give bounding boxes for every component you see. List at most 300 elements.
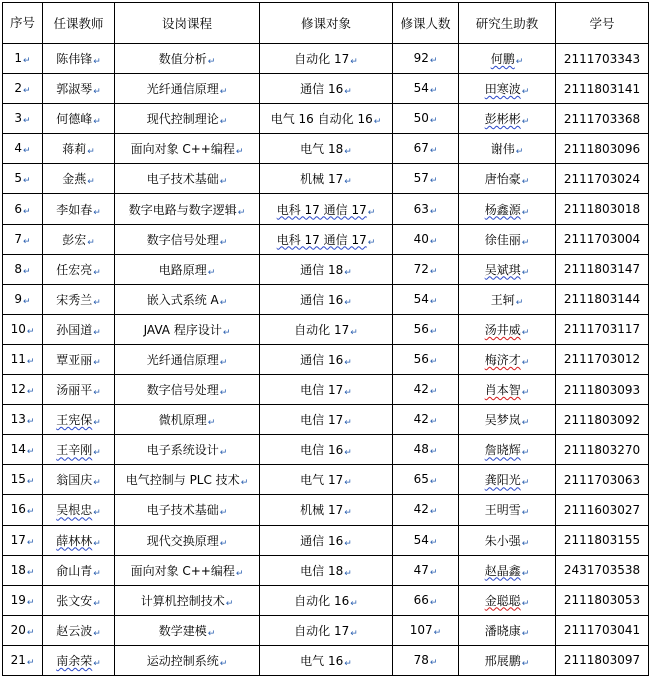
cell-students (260, 194, 393, 224)
cell-teacher (43, 555, 115, 585)
cell-student-id-text: 2111703063 (563, 472, 641, 487)
cell-assistant-text: 朱小强 (484, 533, 521, 548)
cell-course (115, 254, 260, 284)
cell-student-id-text: 2111803097 (563, 653, 641, 668)
cell-assistant-text: 杨鑫源 (484, 202, 521, 217)
header-enrollment: 修课人数 (393, 3, 459, 44)
cell-course (115, 194, 260, 224)
paragraph-mark-icon (350, 599, 358, 609)
cell-teacher (43, 585, 115, 615)
cell-teacher-text: 赵云波 (56, 623, 93, 638)
cell-enrollment (393, 405, 459, 435)
cell-course (115, 314, 260, 344)
cell-student-id (556, 134, 649, 164)
paragraph-mark-icon (220, 508, 228, 518)
paragraph-mark-icon (93, 298, 101, 308)
paragraph-mark-icon (522, 268, 530, 278)
cell-student-id-text: 2111703368 (563, 111, 641, 126)
cell-seq-text: 1 (14, 51, 23, 66)
cell-teacher (43, 405, 115, 435)
cell-seq-text: 7 (14, 231, 23, 246)
cell-enrollment (393, 44, 459, 74)
cell-seq-text: 20 (10, 622, 26, 637)
paragraph-mark-icon (27, 598, 35, 608)
paragraph-mark-icon (23, 176, 31, 186)
cell-students-text: 电信 18 (300, 563, 344, 578)
cell-enrollment (393, 194, 459, 224)
cell-teacher-text: 王辛刚 (56, 443, 93, 458)
ta-assignment-table (2, 2, 649, 676)
cell-seq-text: 8 (14, 261, 23, 276)
cell-student-id (556, 405, 649, 435)
cell-student-id-text: 2111803018 (563, 202, 641, 217)
cell-teacher (43, 104, 115, 134)
paragraph-mark-icon (344, 358, 352, 368)
paragraph-mark-icon (368, 238, 376, 248)
cell-enrollment (393, 224, 459, 254)
table-row (3, 74, 649, 104)
cell-course-text: 数值分析 (158, 52, 207, 67)
cell-students (260, 224, 393, 254)
cell-students (260, 44, 393, 74)
cell-teacher-text: 王宪保 (56, 413, 93, 428)
cell-seq (3, 525, 43, 555)
cell-students-text: 电气 17 (300, 473, 344, 488)
paragraph-mark-icon (208, 629, 216, 639)
cell-course-text: 电路原理 (158, 262, 207, 277)
cell-course (115, 74, 260, 104)
paragraph-mark-icon (27, 568, 35, 578)
cell-seq (3, 375, 43, 405)
cell-course-text: JAVA 程序设计 (143, 322, 222, 337)
paragraph-mark-icon (93, 508, 101, 518)
cell-seq (3, 284, 43, 314)
cell-assistant-text: 龚阳光 (484, 473, 521, 488)
cell-student-id (556, 224, 649, 254)
paragraph-mark-icon (87, 147, 95, 157)
paragraph-mark-icon (522, 539, 530, 549)
table-row (3, 525, 649, 555)
cell-teacher-text: 何德峰 (56, 112, 93, 127)
paragraph-mark-icon (93, 418, 101, 428)
cell-seq-text: 5 (14, 171, 23, 186)
paragraph-mark-icon (516, 147, 524, 157)
paragraph-mark-icon (344, 268, 352, 278)
cell-course (115, 344, 260, 374)
paragraph-mark-icon (344, 448, 352, 458)
cell-students-text: 电科 17 通信 17 (276, 232, 367, 247)
paragraph-mark-icon (374, 117, 382, 127)
paragraph-mark-icon (344, 147, 352, 157)
paragraph-mark-icon (344, 177, 352, 187)
cell-course (115, 525, 260, 555)
cell-student-id-text: 2111803092 (563, 412, 641, 427)
cell-seq (3, 465, 43, 495)
cell-students (260, 375, 393, 405)
cell-course (115, 284, 260, 314)
cell-enrollment (393, 254, 459, 284)
paragraph-mark-icon (522, 117, 530, 127)
cell-students-text: 自动化 17 (294, 52, 350, 67)
paragraph-mark-icon (87, 177, 95, 187)
cell-seq-text: 14 (10, 442, 26, 457)
paragraph-mark-icon (27, 628, 35, 638)
cell-teacher (43, 314, 115, 344)
cell-course (115, 44, 260, 74)
cell-assistant-text: 彭彬彬 (484, 112, 521, 127)
paragraph-mark-icon (93, 659, 101, 669)
paragraph-mark-icon (226, 599, 234, 609)
cell-teacher (43, 435, 115, 465)
cell-seq-text: 4 (14, 141, 23, 156)
cell-teacher-text: 金燕 (62, 172, 87, 187)
cell-student-id-text: 2111803053 (563, 593, 641, 608)
paragraph-mark-icon (430, 116, 438, 126)
cell-students (260, 495, 393, 525)
paragraph-mark-icon (430, 417, 438, 427)
cell-seq (3, 495, 43, 525)
cell-enrollment-text: 65 (413, 472, 429, 487)
cell-enrollment-text: 66 (413, 592, 429, 607)
paragraph-mark-icon (430, 146, 438, 156)
cell-students-text: 机械 17 (300, 172, 344, 187)
paragraph-mark-icon (220, 87, 228, 97)
cell-enrollment-text: 54 (413, 532, 429, 547)
paragraph-mark-icon (430, 507, 438, 517)
cell-seq (3, 314, 43, 344)
cell-assistant-text: 吴梦岚 (484, 413, 521, 428)
cell-course (115, 645, 260, 675)
cell-seq-text: 17 (10, 532, 26, 547)
paragraph-mark-icon (430, 207, 438, 217)
paragraph-mark-icon (93, 539, 101, 549)
cell-course-text: 计算机控制技术 (140, 593, 225, 608)
cell-teacher-text: 郭淑琴 (56, 82, 93, 97)
cell-teacher (43, 465, 115, 495)
cell-students-text: 电气 18 (300, 142, 344, 157)
cell-teacher (43, 44, 115, 74)
cell-student-id (556, 585, 649, 615)
cell-seq-text: 15 (10, 472, 26, 487)
paragraph-mark-icon (522, 87, 530, 97)
cell-enrollment-text: 72 (413, 261, 429, 276)
cell-course (115, 375, 260, 405)
cell-course-text: 光纤通信原理 (146, 352, 219, 367)
cell-students (260, 284, 393, 314)
paragraph-mark-icon (522, 599, 530, 609)
cell-student-id-text: 2111803270 (563, 442, 641, 457)
cell-student-id (556, 314, 649, 344)
paragraph-mark-icon (236, 147, 244, 157)
cell-teacher (43, 224, 115, 254)
cell-assistant (459, 344, 556, 374)
paragraph-mark-icon (93, 448, 101, 458)
paragraph-mark-icon (430, 477, 438, 487)
paragraph-mark-icon (220, 238, 228, 248)
cell-enrollment (393, 74, 459, 104)
cell-enrollment-text: 107 (409, 622, 433, 637)
cell-assistant-text: 梅济才 (484, 352, 521, 367)
cell-assistant-text: 邢展鹏 (484, 653, 521, 668)
cell-enrollment (393, 314, 459, 344)
cell-student-id (556, 435, 649, 465)
paragraph-mark-icon (93, 599, 101, 609)
cell-seq (3, 435, 43, 465)
header-seq: 序号 (3, 3, 43, 44)
header-teacher: 任课教师 (43, 3, 115, 44)
paragraph-mark-icon (23, 267, 31, 277)
cell-enrollment (393, 585, 459, 615)
cell-seq (3, 344, 43, 374)
cell-enrollment (393, 284, 459, 314)
cell-teacher-text: 汤丽平 (56, 383, 93, 398)
cell-assistant (459, 254, 556, 284)
paragraph-mark-icon (220, 448, 228, 458)
cell-seq (3, 134, 43, 164)
cell-enrollment-text: 40 (413, 231, 429, 246)
cell-students (260, 405, 393, 435)
paragraph-mark-icon (430, 267, 438, 277)
cell-enrollment (393, 645, 459, 675)
paragraph-mark-icon (23, 56, 31, 66)
cell-students-text: 通信 16 (300, 82, 344, 97)
cell-teacher-text: 吴根忠 (56, 503, 93, 518)
cell-teacher-text: 李如春 (56, 202, 93, 217)
paragraph-mark-icon (430, 387, 438, 397)
table-row (3, 194, 649, 224)
cell-assistant-text: 何鹏 (490, 52, 515, 67)
cell-course-text: 数学建模 (158, 623, 207, 638)
paragraph-mark-icon (23, 237, 31, 247)
cell-student-id (556, 164, 649, 194)
cell-student-id-text: 2111803155 (563, 533, 641, 548)
paragraph-mark-icon (23, 297, 31, 307)
cell-students (260, 164, 393, 194)
paragraph-mark-icon (93, 358, 101, 368)
cell-students-text: 自动化 16 (294, 593, 350, 608)
cell-assistant (459, 465, 556, 495)
cell-student-id-text: 2431703538 (563, 563, 641, 578)
table-row (3, 405, 649, 435)
paragraph-mark-icon (27, 387, 35, 397)
cell-seq-text: 19 (10, 592, 26, 607)
cell-students (260, 134, 393, 164)
cell-course (115, 164, 260, 194)
cell-teacher (43, 495, 115, 525)
cell-seq-text: 21 (10, 652, 26, 667)
cell-teacher (43, 134, 115, 164)
paragraph-mark-icon (522, 208, 530, 218)
cell-assistant-text: 詹晓辉 (484, 443, 521, 458)
cell-teacher-text: 翁国庆 (56, 473, 93, 488)
cell-assistant (459, 194, 556, 224)
cell-assistant-text: 王明雪 (484, 503, 521, 518)
table-row (3, 224, 649, 254)
paragraph-mark-icon (23, 146, 31, 156)
cell-teacher (43, 344, 115, 374)
table-row (3, 254, 649, 284)
cell-course (115, 495, 260, 525)
table-row (3, 44, 649, 74)
cell-teacher-text: 俞山青 (56, 563, 93, 578)
cell-enrollment (393, 134, 459, 164)
table-body (3, 44, 649, 676)
cell-teacher-text: 南余荣 (56, 653, 93, 668)
cell-assistant (459, 44, 556, 74)
cell-seq-text: 11 (10, 351, 26, 366)
cell-enrollment (393, 615, 459, 645)
cell-course-text: 数字信号处理 (146, 383, 219, 398)
paragraph-mark-icon (522, 418, 530, 428)
paragraph-mark-icon (27, 477, 35, 487)
cell-student-id (556, 344, 649, 374)
cell-enrollment (393, 344, 459, 374)
cell-student-id (556, 104, 649, 134)
cell-course-text: 面向对象 C++编程 (130, 142, 235, 157)
paragraph-mark-icon (430, 297, 438, 307)
cell-teacher-text: 宋秀兰 (56, 292, 93, 307)
cell-student-id (556, 44, 649, 74)
cell-enrollment-text: 57 (413, 171, 429, 186)
cell-assistant (459, 525, 556, 555)
paragraph-mark-icon (93, 87, 101, 97)
paragraph-mark-icon (344, 388, 352, 398)
paragraph-mark-icon (27, 538, 35, 548)
cell-course-text: 现代交换原理 (146, 533, 219, 548)
cell-teacher (43, 254, 115, 284)
cell-students-text: 通信 16 (300, 352, 344, 367)
paragraph-mark-icon (516, 57, 524, 67)
cell-enrollment-text: 54 (413, 291, 429, 306)
cell-enrollment (393, 435, 459, 465)
cell-students-text: 电气 16 自动化 16 (270, 112, 373, 127)
cell-course-text: 数字信号处理 (146, 232, 219, 247)
cell-enrollment (393, 555, 459, 585)
cell-course-text: 微机原理 (158, 413, 207, 428)
cell-seq (3, 254, 43, 284)
paragraph-mark-icon (350, 57, 358, 67)
cell-assistant (459, 615, 556, 645)
paragraph-mark-icon (220, 539, 228, 549)
cell-course-text: 数字电路与数字逻辑 (128, 202, 237, 217)
cell-students-text: 通信 18 (300, 262, 344, 277)
cell-seq-text: 9 (14, 291, 23, 306)
cell-teacher-text: 张文安 (56, 593, 93, 608)
cell-student-id-text: 2111703041 (563, 623, 641, 638)
cell-assistant-text: 谢伟 (490, 142, 515, 157)
table-row (3, 375, 649, 405)
table-row (3, 465, 649, 495)
paragraph-mark-icon (430, 447, 438, 457)
cell-seq-text: 13 (10, 412, 26, 427)
table-row (3, 615, 649, 645)
cell-enrollment (393, 525, 459, 555)
paragraph-mark-icon (430, 357, 438, 367)
paragraph-mark-icon (220, 388, 228, 398)
cell-assistant (459, 314, 556, 344)
paragraph-mark-icon (516, 298, 524, 308)
paragraph-mark-icon (522, 328, 530, 338)
cell-students-text: 电科 17 通信 17 (276, 202, 367, 217)
cell-course-text: 电气控制与 PLC 技术 (125, 473, 240, 488)
paragraph-mark-icon (93, 268, 101, 278)
cell-student-id (556, 615, 649, 645)
header-students: 修课对象 (260, 3, 393, 44)
paragraph-mark-icon (430, 56, 438, 66)
cell-assistant-text: 金聪聪 (484, 593, 521, 608)
cell-student-id-text: 2111703343 (563, 51, 641, 66)
header-student-id: 学号 (556, 3, 649, 44)
cell-seq-text: 16 (10, 502, 26, 517)
cell-student-id-text: 2111803141 (563, 81, 641, 96)
cell-students (260, 615, 393, 645)
cell-enrollment-text: 50 (413, 111, 429, 126)
paragraph-mark-icon (430, 327, 438, 337)
paragraph-mark-icon (430, 538, 438, 548)
cell-assistant-text: 王轲 (490, 292, 515, 307)
cell-assistant (459, 375, 556, 405)
cell-enrollment-text: 56 (413, 351, 429, 366)
cell-enrollment-text: 63 (413, 201, 429, 216)
paragraph-mark-icon (344, 659, 352, 669)
paragraph-mark-icon (93, 117, 101, 127)
cell-enrollment (393, 465, 459, 495)
paragraph-mark-icon (220, 177, 228, 187)
table-row (3, 284, 649, 314)
cell-teacher (43, 615, 115, 645)
cell-student-id (556, 465, 649, 495)
cell-course (115, 405, 260, 435)
cell-teacher-text: 任宏亮 (56, 262, 93, 277)
cell-students-text: 电气 16 (300, 653, 344, 668)
cell-student-id (556, 645, 649, 675)
paragraph-mark-icon (430, 598, 438, 608)
cell-course-text: 嵌入式系统 A (146, 292, 219, 307)
cell-enrollment-text: 78 (413, 652, 429, 667)
cell-assistant (459, 284, 556, 314)
paragraph-mark-icon (93, 569, 101, 579)
cell-student-id-text: 2111703024 (563, 171, 641, 186)
paragraph-mark-icon (522, 629, 530, 639)
paragraph-mark-icon (430, 237, 438, 247)
cell-assistant (459, 555, 556, 585)
cell-teacher (43, 375, 115, 405)
cell-students (260, 555, 393, 585)
table-row (3, 495, 649, 525)
cell-course (115, 465, 260, 495)
cell-course-text: 电子技术基础 (146, 172, 219, 187)
cell-course-text: 光纤通信原理 (146, 82, 219, 97)
paragraph-mark-icon (27, 658, 35, 668)
paragraph-mark-icon (522, 569, 530, 579)
cell-seq (3, 555, 43, 585)
paragraph-mark-icon (93, 328, 101, 338)
paragraph-mark-icon (430, 658, 438, 668)
cell-course (115, 585, 260, 615)
cell-teacher-text: 薛林林 (56, 533, 93, 548)
paragraph-mark-icon (220, 358, 228, 368)
paragraph-mark-icon (344, 87, 352, 97)
cell-student-id (556, 495, 649, 525)
paragraph-mark-icon (344, 298, 352, 308)
cell-seq-text: 3 (14, 111, 23, 126)
table-row (3, 344, 649, 374)
cell-course (115, 134, 260, 164)
paragraph-mark-icon (350, 328, 358, 338)
cell-assistant-text: 潘晓康 (484, 623, 521, 638)
cell-assistant (459, 74, 556, 104)
cell-seq-text: 12 (10, 382, 26, 397)
